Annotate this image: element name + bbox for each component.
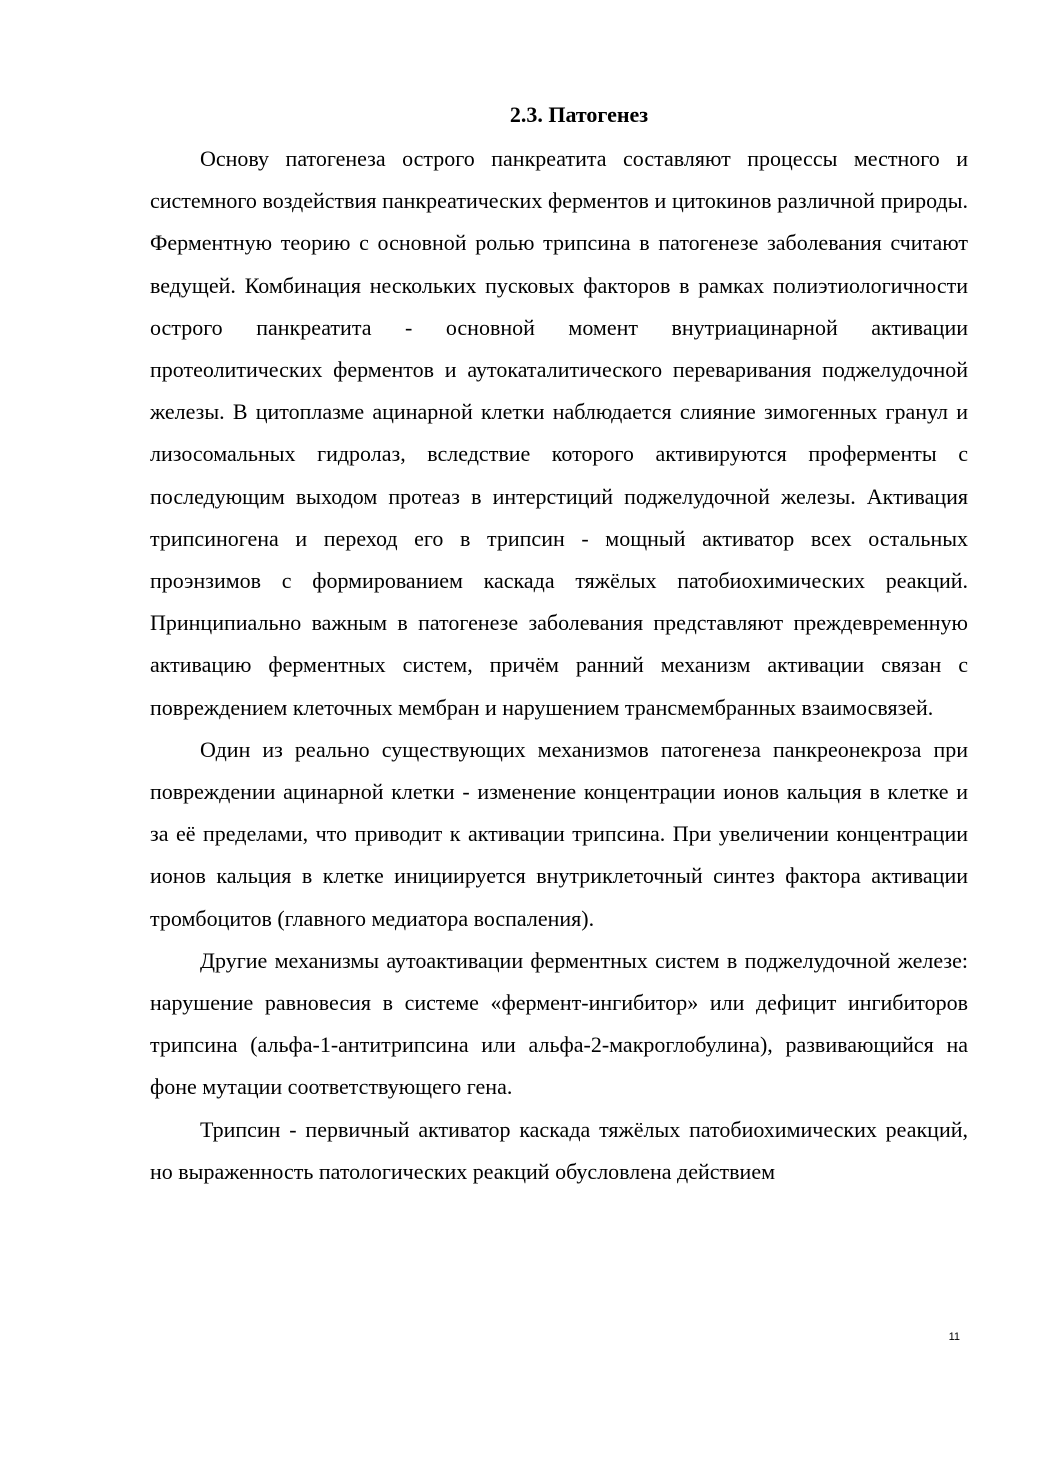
paragraph-3: Другие механизмы аутоактивации ферментных систем в поджелудочной железе: нарушение равновесия в системе «фермент-ингибитор» или дефицит ингибиторов трипсина (альфа-1-антитрипсина или альфа-2-макроглобулина), развивающийся на фоне мутации соответствующего гена. [150,947,968,1100]
body-text [150,138,968,1193]
section-heading: 2.3. Патогенез [509,102,649,127]
paragraph-2: Один из реально существующих механизмов патогенеза панкреонекроза при повреждении ацинарной клетки - изменение концентрации ионов кальция в клетке и за её пределами, что приводит к активации трипсина. При увеличении концентрации ионов кальция в клетке инициируется внутриклеточный синтез фактора активации тромбоцитов (главного медиатора воспаления). [150,736,968,931]
paragraph-4: Трипсин - первичный активатор каскада тяжёлых патобиохимических реакций, но выраженность патологических реакций обусловлена действием [150,1116,968,1184]
paragraph-1: Основу патогенеза острого панкреатита составляют процессы местного и системного воздействия панкреатических ферментов и цитокинов различной природы. Ферментную теорию с основной ролью трипсина в патогенезе заболевания считают ведущей. Комбинация нескольких пусковых факторов в рамках полиэтиологичности острого панкреатита - основной момент внутриацинарной активации протеолитических ферментов и аутокаталитического переваривания поджелудочной железы. В цитоплазме ацинарной клетки наблюдается слияние зимогенных гранул и лизосомальных гидролаз, вследствие которого активируются проферменты с последующим выходом протеаз в интерстиций поджелудочной железы. Активация трипсиногена и переход его в трипсин - мощный активатор всех остальных проэнзимов с формированием каскада тяжёлых патобиохимических реакций. Принципиально важным в патогенезе заболевания представляют преждевременную активацию ферментных систем, причём ранний механизм активации связан с повреждением клеточных мембран и нарушением трансмембранных взаимосвязей. [150,146,968,720]
page-number: 11 [948,1331,960,1343]
